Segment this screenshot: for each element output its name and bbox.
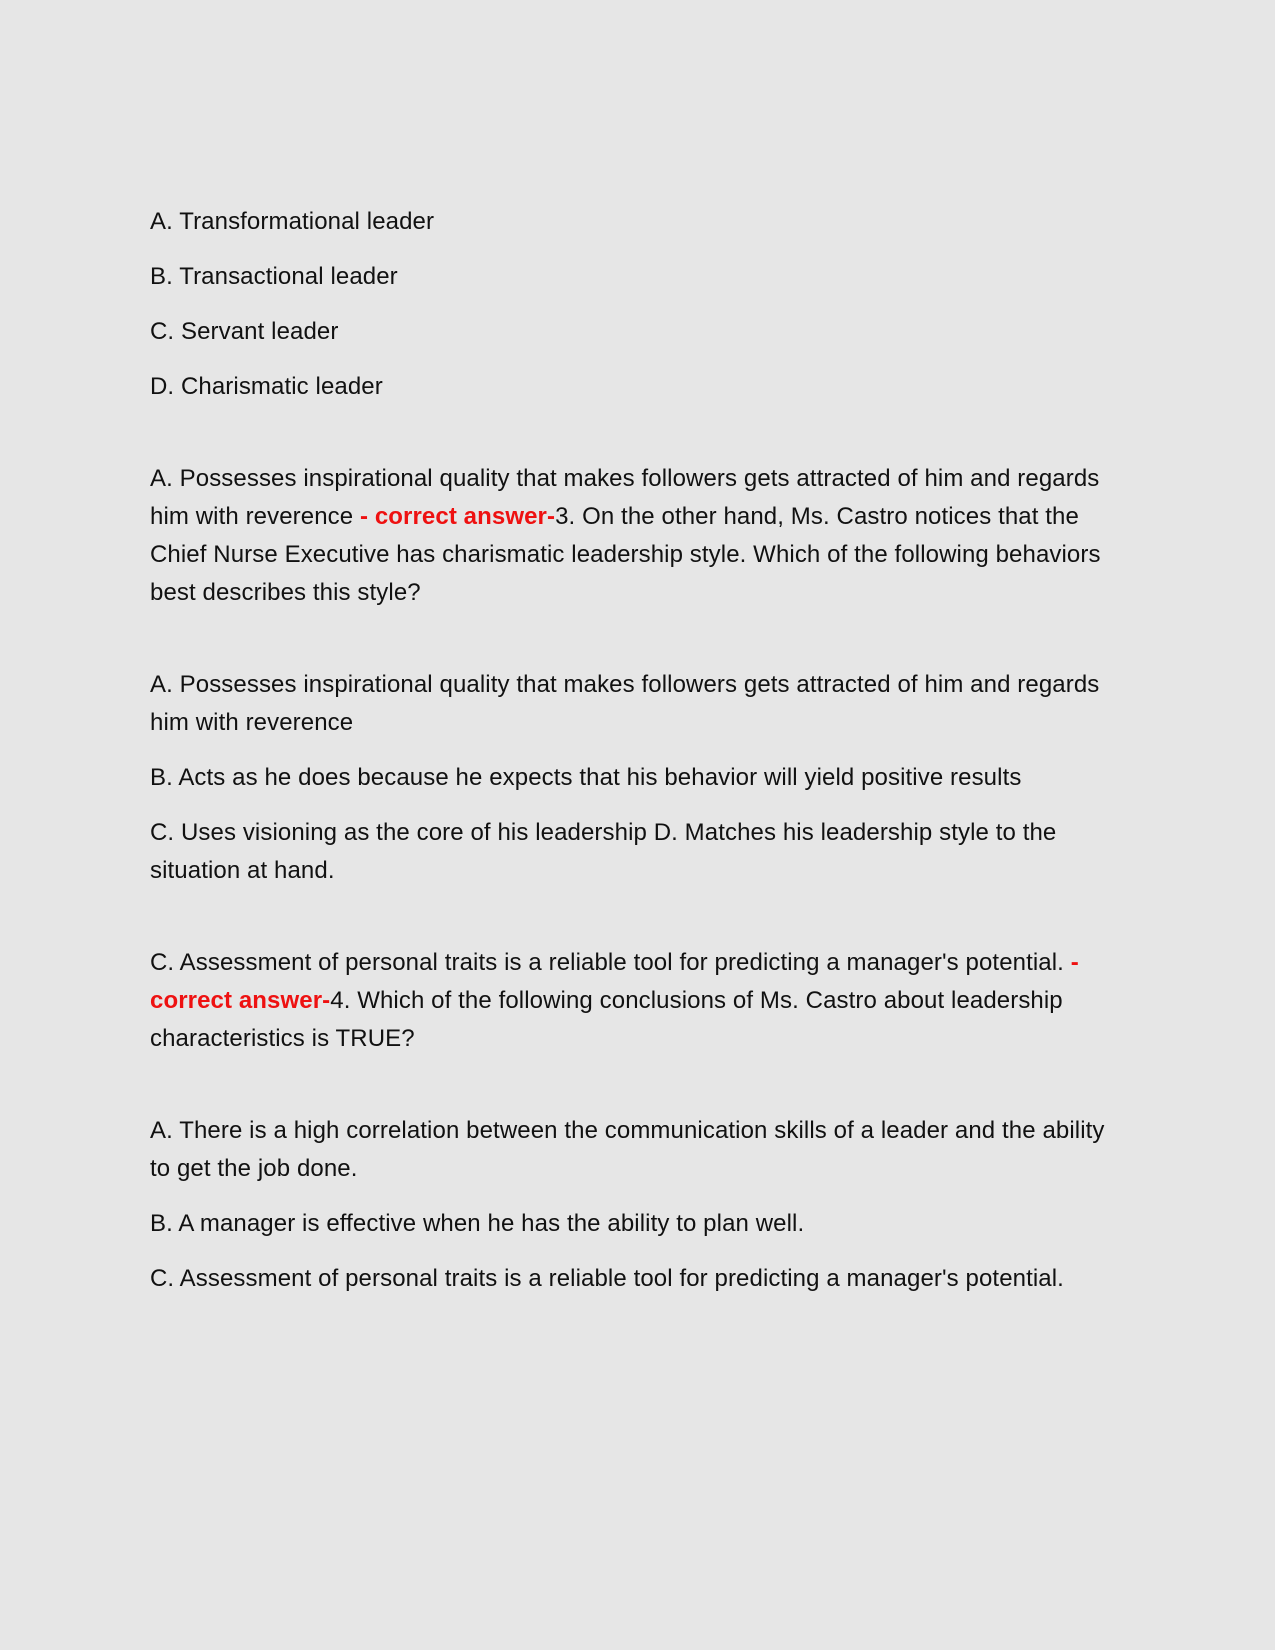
option-c-servant: C. Servant leader (150, 318, 339, 345)
correct-answer-marker: - correct answer- (359, 503, 556, 530)
q4-answer-and-question (150, 944, 1125, 1058)
option-d-charismatic: D. Charismatic leader (150, 373, 383, 400)
q3-previous-answer: A. Possesses inspirational quality that makes followers gets attracted of him and regards him with reverence (150, 465, 1100, 530)
document-content (150, 203, 1125, 1298)
q4-question-text: 4. Which of the following conclusions of Ms. Castro about leadership characteristics is TRUE? (150, 987, 1063, 1052)
option-a-transformational: A. Transformational leader (150, 208, 435, 235)
q4-option-a: A. There is a high correlation between the communication skills of a leader and the ability to get the job done. (150, 1117, 1105, 1182)
q3-option-b: B. Acts as he does because he expects that his behavior will yield positive results (150, 764, 1022, 791)
correct-answer-marker: - correct answer- (150, 949, 1079, 1014)
q3-answer-and-question (150, 460, 1125, 612)
q4-option-b: B. A manager is effective when he has the ability to plan well. (150, 1210, 805, 1237)
q3-option-a: A. Possesses inspirational quality that makes followers gets attracted of him and regards him with reverence (150, 671, 1100, 736)
q3-option-c-d: C. Uses visioning as the core of his leadership D. Matches his leadership style to the situation at hand. (150, 819, 1057, 884)
q4-previous-answer: C. Assessment of personal traits is a reliable tool for predicting a manager's potential. (150, 949, 1071, 976)
q3-question-text: 3. On the other hand, Ms. Castro notices that the Chief Nurse Executive has charismatic leadership style. Which of the following behaviors best describes this style? (150, 503, 1101, 606)
q4-option-c: C. Assessment of personal traits is a reliable tool for predicting a manager's potential. (150, 1265, 1064, 1292)
option-b-transactional: B. Transactional leader (150, 263, 398, 290)
